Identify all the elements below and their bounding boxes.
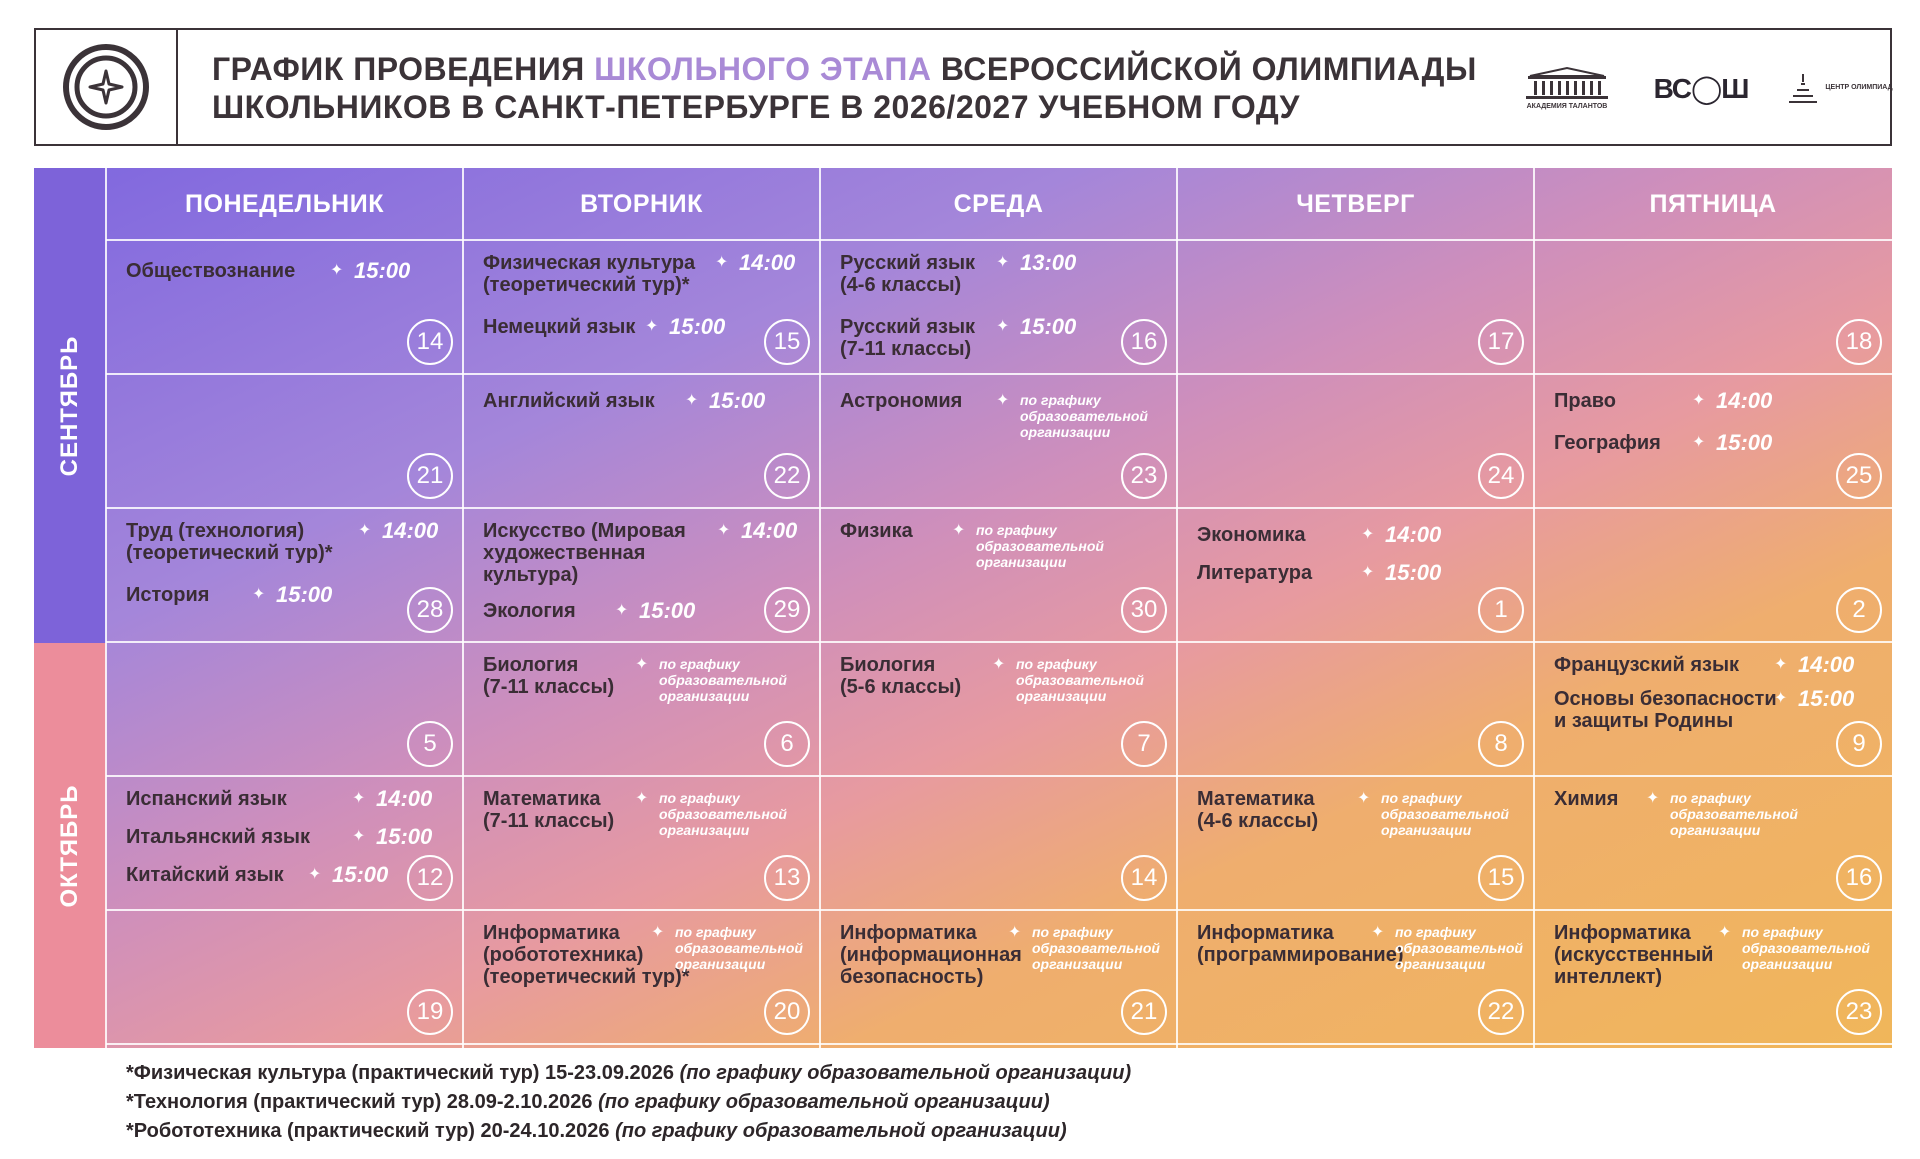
olympiad-subject: Русский язык (4-6 классы): [840, 252, 976, 296]
day-cell: [463, 776, 820, 910]
day-cell: [1534, 910, 1892, 1044]
day-cell: [1534, 508, 1892, 642]
day-cell: [1534, 642, 1892, 776]
start-time: 15:00: [276, 582, 333, 607]
olympiad-subject: История: [126, 584, 210, 606]
olympiad-subject: Литература: [1197, 562, 1313, 584]
sparkle-icon: ✦: [1774, 656, 1788, 673]
day-cell: [820, 776, 1177, 910]
day-cell: [820, 508, 1177, 642]
date-number: 15: [1478, 855, 1524, 901]
sparkle-icon: ✦: [1692, 434, 1706, 451]
date-number: 21: [1121, 989, 1167, 1035]
day-cell: [1177, 776, 1534, 910]
olympiad-subject: Информатика (программирование): [1197, 922, 1404, 966]
start-time: 15:00: [332, 862, 389, 887]
day-header: ЧЕТВЕРГ: [1296, 189, 1415, 218]
partner3-caption: ЦЕНТР ОЛИМПИАД: [1825, 84, 1893, 91]
month-label: ОКТЯБРЬ: [56, 783, 83, 908]
date-number: 24: [1478, 453, 1524, 499]
olympiad-subject: Экология: [483, 600, 576, 622]
footnote-line: [126, 1091, 1050, 1114]
start-time: 13:00: [1020, 250, 1077, 275]
logo-box: [36, 30, 178, 144]
schedule-grid: [34, 168, 1892, 1048]
page-title: [212, 50, 1512, 126]
olympiad-subject: Физическая культура (теоретический тур)*: [483, 252, 696, 296]
sparkle-icon: ✦: [717, 522, 731, 539]
day-header: ПОНЕДЕЛЬНИК: [185, 189, 384, 218]
day-cell: [1534, 776, 1892, 910]
title-line-2: ШКОЛЬНИКОВ В САНКТ-ПЕТЕРБУРГЕ В 2026/2027 УЧЕБНОМ ГОДУ: [212, 89, 1300, 125]
schedule-note: по графику образовательной организации: [1381, 790, 1509, 838]
title-line-1: [212, 50, 1512, 88]
month-label: СЕНТЯБРЬ: [56, 335, 83, 476]
footnote-text: *Технология (практический тур) 28.09-2.10.2026: [126, 1091, 599, 1113]
day-cell: [1534, 240, 1892, 374]
footnote-italic: (по графику образовательной организации): [615, 1120, 1067, 1142]
date-number: 22: [1478, 989, 1524, 1035]
olympiad-subject: Немецкий язык: [483, 316, 636, 338]
day-cell: [820, 642, 1177, 776]
day-cell: [820, 374, 1177, 508]
schedule-note: по графику образовательной организации: [675, 924, 803, 972]
start-time: 14:00: [1385, 522, 1442, 547]
olympiad-subject: Физика: [840, 520, 913, 542]
day-cell: [106, 508, 463, 642]
partner-logo-olympiad-center: [1784, 60, 1894, 116]
building-columns-icon: [1524, 66, 1610, 100]
start-time: 15:00: [669, 314, 726, 339]
day-cell: [106, 240, 463, 374]
day-cell: [463, 240, 820, 374]
start-time: 15:00: [376, 824, 433, 849]
sparkle-icon: ✦: [1361, 526, 1375, 543]
sparkle-icon: ✦: [952, 522, 966, 539]
day-cell: [463, 642, 820, 776]
olympiad-subject: Английский язык: [483, 390, 655, 412]
day-cell: [820, 910, 1177, 1044]
olympiad-subject: Итальянский язык: [126, 826, 311, 848]
sparkle-icon: ✦: [252, 586, 266, 603]
title-part-b: ВСЕРОССИЙСКОЙ ОЛИМПИАДЫ: [931, 51, 1477, 87]
olympiad-subject: Обществознание: [126, 260, 296, 282]
footnote-text: *Физическая культура (практический тур) 15-23.09.2026: [126, 1062, 680, 1084]
date-number: 19: [407, 989, 453, 1035]
olympiad-subject: Основы безопасности и защиты Родины: [1554, 688, 1777, 732]
mountain-steps-icon: [1785, 70, 1821, 106]
sparkle-icon: ✦: [352, 828, 366, 845]
olympiad-subject: Испанский язык: [126, 788, 287, 810]
footnote-italic: (по графику образовательной организации): [598, 1091, 1050, 1113]
sparkle-icon: ✦: [635, 790, 649, 807]
date-number: 15: [764, 319, 810, 365]
start-time: 14:00: [739, 250, 796, 275]
start-time: 14:00: [376, 786, 433, 811]
olympiad-subject: Русский язык (7-11 классы): [840, 316, 976, 360]
date-number: 25: [1836, 453, 1882, 499]
sparkle-icon: ✦: [715, 254, 729, 271]
day-cell: [106, 776, 463, 910]
date-number: 18: [1836, 319, 1882, 365]
date-number: 8: [1478, 721, 1524, 767]
sparkle-icon: ✦: [651, 924, 665, 941]
schedule-note: по графику образовательной организации: [1020, 392, 1148, 440]
date-number: 23: [1121, 453, 1167, 499]
compass-star-logo-icon: [62, 43, 150, 131]
day-cell: [463, 374, 820, 508]
footnote-text: *Робототехника (практический тур) 20-24.10.2026: [126, 1120, 616, 1142]
sparkle-icon: ✦: [1646, 790, 1660, 807]
schedule-note: по графику образовательной организации: [976, 522, 1104, 570]
title-part-a: ГРАФИК ПРОВЕДЕНИЯ: [212, 51, 595, 87]
start-time: 15:00: [1385, 560, 1442, 585]
footnote-line: [126, 1120, 1067, 1143]
date-number: 14: [407, 319, 453, 365]
olympiad-subject: Искусство (Мировая художественная культура): [483, 520, 686, 586]
date-number: 22: [764, 453, 810, 499]
date-number: 20: [764, 989, 810, 1035]
schedule-note: по графику образовательной организации: [659, 790, 787, 838]
date-number: 21: [407, 453, 453, 499]
olympiad-subject: Французский язык: [1554, 654, 1740, 676]
schedule-note: по графику образовательной организации: [1032, 924, 1160, 972]
day-cell: [1177, 508, 1534, 642]
footnote-italic: (по графику образовательной организации): [679, 1062, 1132, 1084]
day-header: ВТОРНИК: [580, 189, 703, 218]
olympiad-subject: Китайский язык: [126, 864, 284, 886]
sparkle-icon: ✦: [996, 392, 1010, 409]
date-number: 2: [1836, 587, 1882, 633]
sparkle-icon: ✦: [1774, 690, 1788, 707]
olympiad-subject: Астрономия: [840, 390, 963, 412]
sparkle-icon: ✦: [645, 318, 659, 335]
date-number: 7: [1121, 721, 1167, 767]
partner-logo-academy: [1512, 60, 1622, 116]
date-number: 5: [407, 721, 453, 767]
sparkle-icon: ✦: [330, 262, 344, 279]
sparkle-icon: ✦: [1692, 392, 1706, 409]
sparkle-icon: ✦: [685, 392, 699, 409]
start-time: 15:00: [1020, 314, 1077, 339]
olympiad-subject: География: [1554, 432, 1661, 454]
day-cell: [1177, 910, 1534, 1044]
start-time: 15:00: [639, 598, 696, 623]
day-cell: [820, 240, 1177, 374]
olympiad-subject: Экономика: [1197, 524, 1306, 546]
olympiad-subject: Математика (7-11 классы): [483, 788, 615, 832]
start-time: 15:00: [354, 258, 411, 283]
date-number: 30: [1121, 587, 1167, 633]
olympiad-subject: Информатика (искусственный интеллект): [1554, 922, 1714, 988]
schedule-note: по графику образовательной организации: [1016, 656, 1144, 704]
header-banner: [34, 28, 1892, 146]
date-number: 17: [1478, 319, 1524, 365]
sparkle-icon: ✦: [308, 866, 322, 883]
start-time: 14:00: [1798, 652, 1855, 677]
sparkle-icon: ✦: [358, 522, 372, 539]
day-cell: [1177, 240, 1534, 374]
sparkle-icon: ✦: [1371, 924, 1385, 941]
date-number: 6: [764, 721, 810, 767]
date-number: 9: [1836, 721, 1882, 767]
sparkle-icon: ✦: [1008, 924, 1022, 941]
day-cell: [1177, 642, 1534, 776]
sparkle-icon: ✦: [992, 656, 1006, 673]
olympiad-subject: Математика (4-6 классы): [1197, 788, 1319, 832]
schedule-note: по графику образовательной организации: [1395, 924, 1523, 972]
sparkle-icon: ✦: [615, 602, 629, 619]
sparkle-icon: ✦: [1357, 790, 1371, 807]
sparkle-icon: ✦: [1718, 924, 1732, 941]
day-header: ПЯТНИЦА: [1649, 189, 1777, 218]
start-time: 14:00: [1716, 388, 1773, 413]
olympiad-subject: Право: [1554, 390, 1616, 412]
schedule-note: по графику образовательной организации: [1742, 924, 1870, 972]
title-accent: ШКОЛЬНОГО ЭТАПА: [594, 51, 932, 87]
olympiad-subject: Биология (7-11 классы): [483, 654, 615, 698]
schedule-note: по графику образовательной организации: [659, 656, 787, 704]
start-time: 15:00: [709, 388, 766, 413]
day-header: СРЕДА: [953, 189, 1044, 218]
date-number: 23: [1836, 989, 1882, 1035]
day-cell: [106, 910, 463, 1044]
day-cell: [463, 508, 820, 642]
olympiad-subject: Информатика (информационная безопасность): [840, 922, 1022, 988]
date-number: 29: [764, 587, 810, 633]
partner1-caption: АКАДЕМИЯ ТАЛАНТОВ: [1526, 103, 1608, 110]
date-number: 28: [407, 587, 453, 633]
footnote-line: [126, 1062, 1131, 1085]
date-number: 16: [1836, 855, 1882, 901]
date-number: 12: [407, 855, 453, 901]
sparkle-icon: ✦: [996, 318, 1010, 335]
olympiad-subject: Химия: [1554, 788, 1619, 810]
day-cell: [463, 910, 820, 1044]
sparkle-icon: ✦: [1361, 564, 1375, 581]
olympiad-subject: Труд (технология) (теоретический тур)*: [126, 520, 333, 564]
start-time: 15:00: [1716, 430, 1773, 455]
olympiad-subject: Биология (5-6 классы): [840, 654, 962, 698]
date-number: 1: [1478, 587, 1524, 633]
start-time: 14:00: [382, 518, 439, 543]
month-september: [34, 168, 106, 643]
day-cell: [106, 642, 463, 776]
olympiad-subject: Информатика (робототехника) (теоретический тур)*: [483, 922, 690, 988]
date-number: 16: [1121, 319, 1167, 365]
day-cell: [1177, 374, 1534, 508]
month-october: [34, 643, 106, 1048]
partner-logo-vsosh: ВС◯Ш: [1653, 72, 1749, 104]
day-cell: [106, 374, 463, 508]
start-time: 15:00: [1798, 686, 1855, 711]
sparkle-icon: ✦: [996, 254, 1010, 271]
sparkle-icon: ✦: [352, 790, 366, 807]
date-number: 13: [764, 855, 810, 901]
schedule-note: по графику образовательной организации: [1670, 790, 1798, 838]
date-number: 14: [1121, 855, 1167, 901]
day-cell: [1534, 374, 1892, 508]
start-time: 14:00: [741, 518, 798, 543]
sparkle-icon: ✦: [635, 656, 649, 673]
